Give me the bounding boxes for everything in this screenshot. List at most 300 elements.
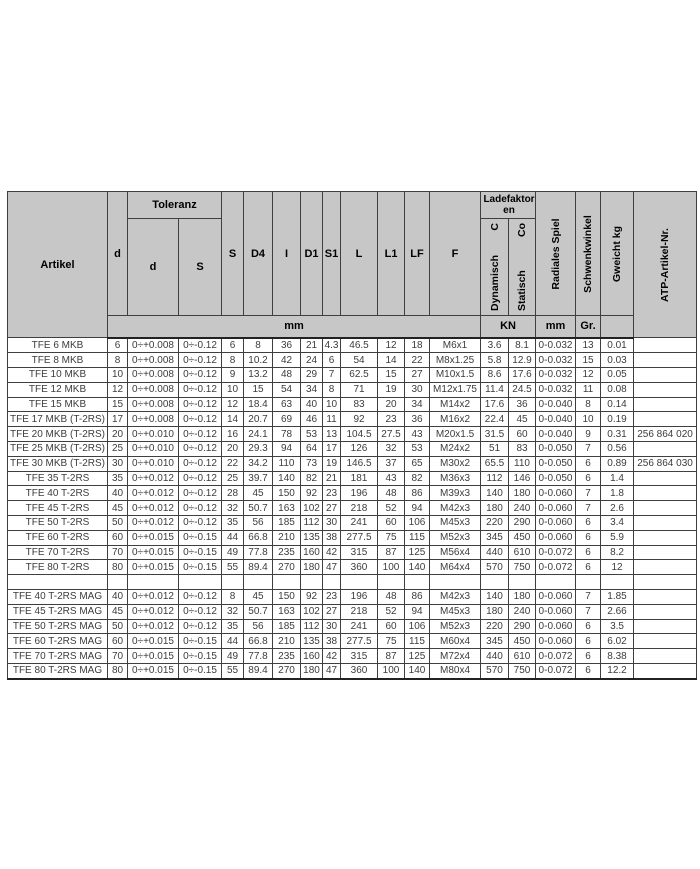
cell-radiales_spiel: 0-0.050: [536, 442, 576, 457]
cell-dyn_c: 5.8: [481, 353, 509, 368]
cell-s: 25: [222, 471, 244, 486]
cell-dyn_c: [481, 575, 509, 590]
cell-d1: 160: [301, 649, 323, 664]
cell-artikel: TFE 60 T-2RS: [8, 530, 108, 545]
cell-l: 277.5: [341, 634, 378, 649]
cell-radiales_spiel: 0-0.040: [536, 397, 576, 412]
cell-d4: 18.4: [244, 397, 273, 412]
cell-gewicht_kg: 2.66: [601, 604, 634, 619]
cell-l1: 100: [378, 664, 405, 679]
cell-radiales_spiel: 0-0.060: [536, 634, 576, 649]
spacer-row: [8, 575, 697, 590]
cell-gewicht_kg: 3.5: [601, 619, 634, 634]
cell-gewicht_kg: 8.38: [601, 649, 634, 664]
cell-stat_co: 83: [509, 442, 536, 457]
unit-mm-spiel: mm: [536, 316, 576, 338]
cell-lf: 82: [405, 471, 430, 486]
cell-tol_s: 0÷-0.12: [179, 501, 222, 516]
cell-s: 49: [222, 649, 244, 664]
cell-l1: 12: [378, 338, 405, 353]
cell-s: 44: [222, 530, 244, 545]
cell-d1: 102: [301, 604, 323, 619]
cell-tol_s: 0÷-0.12: [179, 471, 222, 486]
cell-s1: [323, 575, 341, 590]
cell-dyn_c: 51: [481, 442, 509, 457]
table-row: [8, 353, 697, 368]
cell-tol_s: 0÷-0.15: [179, 560, 222, 575]
cell-d4: 45: [244, 486, 273, 501]
cell-s1: 7: [323, 368, 341, 383]
gewicht-label: Gweicht kg: [611, 225, 624, 282]
cell-d4: 56: [244, 516, 273, 531]
cell-schwenkwinkel: 7: [576, 486, 601, 501]
col-group-toleranz: Toleranz: [128, 192, 222, 219]
cell-atp_nr: [634, 649, 697, 664]
cell-radiales_spiel: 0-0.072: [536, 560, 576, 575]
cell-s1: 21: [323, 471, 341, 486]
table-row: [8, 338, 697, 353]
col-header-f: F: [430, 192, 481, 316]
col-header-d4: D4: [244, 192, 273, 316]
cell-d4: 15: [244, 382, 273, 397]
cell-l1: 60: [378, 619, 405, 634]
cell-lf: 140: [405, 664, 430, 679]
table-row: [8, 619, 697, 634]
cell-tol_s: 0÷-0.12: [179, 604, 222, 619]
cell-tol_d: 0÷+0.015: [128, 649, 179, 664]
cell-dyn_c: 180: [481, 604, 509, 619]
cell-s1: 27: [323, 604, 341, 619]
cell-s: 22: [222, 456, 244, 471]
cell-schwenkwinkel: 9: [576, 427, 601, 442]
cell-artikel: TFE 15 MKB: [8, 397, 108, 412]
cell-lf: 86: [405, 486, 430, 501]
cell-artikel: TFE 12 MKB: [8, 382, 108, 397]
cell-atp_nr: [634, 575, 697, 590]
cell-radiales_spiel: 0-0.032: [536, 353, 576, 368]
cell-s: 28: [222, 486, 244, 501]
cell-gewicht_kg: 0.56: [601, 442, 634, 457]
cell-s1: 27: [323, 501, 341, 516]
cell-artikel: TFE 70 T-2RS: [8, 545, 108, 560]
cell-schwenkwinkel: 6: [576, 560, 601, 575]
cell-stat_co: 36: [509, 397, 536, 412]
cell-f: M36x3: [430, 471, 481, 486]
cell-i: 36: [273, 338, 301, 353]
col-header-s: S: [222, 192, 244, 316]
cell-schwenkwinkel: 7: [576, 590, 601, 605]
cell-d: 35: [108, 471, 128, 486]
cell-s1: 23: [323, 486, 341, 501]
cell-stat_co: 290: [509, 516, 536, 531]
cell-d: 50: [108, 619, 128, 634]
cell-i: 48: [273, 368, 301, 383]
cell-i: 42: [273, 353, 301, 368]
cell-d: 60: [108, 530, 128, 545]
cell-atp_nr: [634, 664, 697, 679]
cell-dyn_c: 3.6: [481, 338, 509, 353]
cell-l: 241: [341, 619, 378, 634]
unit-gr: Gr.: [576, 316, 601, 338]
table-row: [8, 664, 697, 679]
cell-atp_nr: 256 864 020: [634, 427, 697, 442]
table-row: [8, 560, 697, 575]
cell-dyn_c: 440: [481, 649, 509, 664]
cell-l1: 15: [378, 368, 405, 383]
cell-s: 55: [222, 560, 244, 575]
cell-i: 63: [273, 397, 301, 412]
cell-dyn_c: 31.5: [481, 427, 509, 442]
cell-tol_d: 0÷+0.008: [128, 338, 179, 353]
cell-tol_s: 0÷-0.12: [179, 456, 222, 471]
cell-stat_co: 450: [509, 530, 536, 545]
cell-atp_nr: [634, 545, 697, 560]
cell-i: 163: [273, 604, 301, 619]
cell-artikel: TFE 25 MKB (T-2RS): [8, 442, 108, 457]
cell-tol_s: 0÷-0.15: [179, 649, 222, 664]
cell-s: 9: [222, 368, 244, 383]
cell-gewicht_kg: 0.03: [601, 353, 634, 368]
cell-d1: 34: [301, 382, 323, 397]
table-row: [8, 397, 697, 412]
cell-dyn_c: 180: [481, 501, 509, 516]
cell-tol_d: 0÷+0.010: [128, 427, 179, 442]
cell-s: 32: [222, 604, 244, 619]
cell-radiales_spiel: [536, 575, 576, 590]
cell-d: 20: [108, 427, 128, 442]
cell-artikel: TFE 45 T-2RS MAG: [8, 604, 108, 619]
cell-artikel: TFE 80 T-2RS: [8, 560, 108, 575]
cell-gewicht_kg: 0.14: [601, 397, 634, 412]
header-row-1: [8, 192, 697, 219]
cell-l: 196: [341, 590, 378, 605]
cell-d4: [244, 575, 273, 590]
cell-radiales_spiel: 0-0.050: [536, 456, 576, 471]
cell-s: [222, 575, 244, 590]
cell-artikel: TFE 30 MKB (T-2RS): [8, 456, 108, 471]
ladefaktoren-label: Ladefaktoren: [483, 194, 535, 216]
cell-d: 8: [108, 353, 128, 368]
cell-atp_nr: [634, 634, 697, 649]
cell-l1: 20: [378, 397, 405, 412]
atp-artikel-nr-label: ATP-Artikel-Nr.: [659, 227, 672, 302]
table-row: [8, 368, 697, 383]
cell-i: 235: [273, 545, 301, 560]
cell-s1: 42: [323, 649, 341, 664]
cell-artikel: TFE 50 T-2RS: [8, 516, 108, 531]
cell-f: M14x2: [430, 397, 481, 412]
bearing-spec-table: [7, 191, 697, 680]
cell-d1: 112: [301, 619, 323, 634]
cell-l1: 100: [378, 560, 405, 575]
col-header-atp-artikel-nr: [634, 192, 697, 338]
cell-tol_d: 0÷+0.015: [128, 530, 179, 545]
cell-l: 181: [341, 471, 378, 486]
cell-tol_d: 0÷+0.008: [128, 353, 179, 368]
cell-d: 25: [108, 442, 128, 457]
cell-lf: 22: [405, 353, 430, 368]
cell-i: [273, 575, 301, 590]
cell-f: M80x4: [430, 664, 481, 679]
col-header-d: d: [108, 192, 128, 316]
cell-s1: 13: [323, 427, 341, 442]
cell-l: 277.5: [341, 530, 378, 545]
cell-l1: 52: [378, 501, 405, 516]
table-row: [8, 382, 697, 397]
cell-l1: 48: [378, 486, 405, 501]
cell-stat_co: 610: [509, 545, 536, 560]
col-header-artikel: Artikel: [8, 192, 108, 338]
cell-atp_nr: [634, 412, 697, 427]
cell-l: 104.5: [341, 427, 378, 442]
table-row: [8, 471, 697, 486]
cell-f: M16x2: [430, 412, 481, 427]
cell-gewicht_kg: 0.05: [601, 368, 634, 383]
cell-stat_co: 240: [509, 604, 536, 619]
cell-d4: 13.2: [244, 368, 273, 383]
cell-l: 92: [341, 412, 378, 427]
cell-schwenkwinkel: [576, 575, 601, 590]
cell-d: 10: [108, 368, 128, 383]
cell-radiales_spiel: 0-0.050: [536, 471, 576, 486]
cell-artikel: TFE 45 T-2RS: [8, 501, 108, 516]
cell-lf: 27: [405, 368, 430, 383]
cell-atp_nr: [634, 382, 697, 397]
cell-gewicht_kg: 2.6: [601, 501, 634, 516]
cell-d4: 77.8: [244, 545, 273, 560]
cell-l1: 23: [378, 412, 405, 427]
cell-tol_s: 0÷-0.12: [179, 619, 222, 634]
cell-d: 60: [108, 634, 128, 649]
cell-stat_co: [509, 575, 536, 590]
cell-atp_nr: [634, 604, 697, 619]
cell-schwenkwinkel: 7: [576, 442, 601, 457]
cell-s: 32: [222, 501, 244, 516]
cell-schwenkwinkel: 8: [576, 397, 601, 412]
cell-d4: 24.1: [244, 427, 273, 442]
cell-tol_d: 0÷+0.008: [128, 412, 179, 427]
cell-tol_s: 0÷-0.15: [179, 664, 222, 679]
cell-stat_co: 146: [509, 471, 536, 486]
cell-f: M60x4: [430, 634, 481, 649]
cell-f: M20x1.5: [430, 427, 481, 442]
cell-dyn_c: 140: [481, 486, 509, 501]
cell-l: 315: [341, 545, 378, 560]
cell-tol_d: 0÷+0.010: [128, 456, 179, 471]
cell-schwenkwinkel: 6: [576, 649, 601, 664]
unit-mm: mm: [108, 316, 481, 338]
cell-stat_co: 750: [509, 560, 536, 575]
table-row: [8, 545, 697, 560]
cell-d: 50: [108, 516, 128, 531]
cell-dyn_c: 220: [481, 619, 509, 634]
cell-s1: 38: [323, 634, 341, 649]
cell-i: 150: [273, 486, 301, 501]
table-row: [8, 442, 697, 457]
cell-d: 40: [108, 590, 128, 605]
cell-dyn_c: 8.6: [481, 368, 509, 383]
cell-gewicht_kg: [601, 575, 634, 590]
cell-tol_s: 0÷-0.12: [179, 590, 222, 605]
cell-tol_s: 0÷-0.12: [179, 412, 222, 427]
cell-atp_nr: [634, 368, 697, 383]
cell-f: M52x3: [430, 619, 481, 634]
cell-l: 360: [341, 560, 378, 575]
cell-i: 163: [273, 501, 301, 516]
cell-f: M8x1.25: [430, 353, 481, 368]
statisch-label: Statisch: [516, 270, 529, 311]
cell-radiales_spiel: 0-0.072: [536, 664, 576, 679]
cell-lf: 65: [405, 456, 430, 471]
cell-tol_s: 0÷-0.12: [179, 368, 222, 383]
cell-dyn_c: 570: [481, 560, 509, 575]
cell-stat_co: 240: [509, 501, 536, 516]
cell-l: 54: [341, 353, 378, 368]
cell-artikel: TFE 40 T-2RS MAG: [8, 590, 108, 605]
cell-l1: 27.5: [378, 427, 405, 442]
cell-l1: 32: [378, 442, 405, 457]
cell-i: 150: [273, 590, 301, 605]
cell-s1: 4.3: [323, 338, 341, 353]
cell-d: 17: [108, 412, 128, 427]
cell-d1: 160: [301, 545, 323, 560]
cell-tol_d: 0÷+0.015: [128, 664, 179, 679]
cell-tol_d: 0÷+0.008: [128, 368, 179, 383]
cell-stat_co: 750: [509, 664, 536, 679]
col-header-dynamisch-c: [481, 219, 509, 316]
cell-radiales_spiel: 0-0.060: [536, 530, 576, 545]
cell-l: 218: [341, 604, 378, 619]
cell-dyn_c: 345: [481, 634, 509, 649]
cell-tol_d: 0÷+0.012: [128, 501, 179, 516]
cell-d1: 29: [301, 368, 323, 383]
cell-gewicht_kg: 0.19: [601, 412, 634, 427]
cell-radiales_spiel: 0-0.072: [536, 649, 576, 664]
cell-schwenkwinkel: 6: [576, 471, 601, 486]
cell-d1: [301, 575, 323, 590]
table-row: [8, 501, 697, 516]
cell-stat_co: 60: [509, 427, 536, 442]
cell-s: 8: [222, 353, 244, 368]
cell-l: 71: [341, 382, 378, 397]
cell-radiales_spiel: 0-0.040: [536, 427, 576, 442]
col-header-s1: S1: [323, 192, 341, 316]
cell-tol_s: 0÷-0.15: [179, 530, 222, 545]
cell-radiales_spiel: 0-0.032: [536, 368, 576, 383]
cell-tol_d: 0÷+0.010: [128, 442, 179, 457]
cell-l: [341, 575, 378, 590]
cell-l1: 52: [378, 604, 405, 619]
cell-dyn_c: 65.5: [481, 456, 509, 471]
cell-d1: 112: [301, 516, 323, 531]
cell-atp_nr: [634, 338, 697, 353]
cell-i: 210: [273, 530, 301, 545]
cell-l1: 87: [378, 545, 405, 560]
cell-tol_d: 0÷+0.012: [128, 604, 179, 619]
cell-l1: [378, 575, 405, 590]
cell-s1: 8: [323, 382, 341, 397]
cell-atp_nr: [634, 471, 697, 486]
cell-lf: 86: [405, 590, 430, 605]
cell-schwenkwinkel: 6: [576, 516, 601, 531]
cell-l1: 43: [378, 471, 405, 486]
cell-d4: 29.3: [244, 442, 273, 457]
cell-artikel: [8, 575, 108, 590]
cell-lf: 115: [405, 530, 430, 545]
cell-dyn_c: 140: [481, 590, 509, 605]
cell-s: 10: [222, 382, 244, 397]
cell-atp_nr: [634, 486, 697, 501]
cell-gewicht_kg: 3.4: [601, 516, 634, 531]
cell-artikel: TFE 6 MKB: [8, 338, 108, 353]
cell-tol_d: 0÷+0.015: [128, 560, 179, 575]
cell-tol_s: 0÷-0.12: [179, 442, 222, 457]
cell-d1: 46: [301, 412, 323, 427]
cell-gewicht_kg: 1.85: [601, 590, 634, 605]
col-header-l: L: [341, 192, 378, 316]
cell-d4: 20.7: [244, 412, 273, 427]
cell-atp_nr: [634, 397, 697, 412]
cell-atp_nr: [634, 501, 697, 516]
cell-schwenkwinkel: 6: [576, 619, 601, 634]
cell-dyn_c: 220: [481, 516, 509, 531]
cell-stat_co: 450: [509, 634, 536, 649]
cell-atp_nr: [634, 353, 697, 368]
cell-schwenkwinkel: 6: [576, 545, 601, 560]
cell-d1: 40: [301, 397, 323, 412]
cell-i: 69: [273, 412, 301, 427]
cell-s1: 11: [323, 412, 341, 427]
cell-s: 55: [222, 664, 244, 679]
cell-artikel: TFE 20 MKB (T-2RS): [8, 427, 108, 442]
cell-tol_s: 0÷-0.12: [179, 427, 222, 442]
cell-f: M52x3: [430, 530, 481, 545]
cell-artikel: TFE 17 MKB (T-2RS): [8, 412, 108, 427]
cell-l1: 87: [378, 649, 405, 664]
cell-d: 70: [108, 649, 128, 664]
cell-radiales_spiel: 0-0.072: [536, 545, 576, 560]
cell-s: 16: [222, 427, 244, 442]
cell-tol_d: [128, 575, 179, 590]
cell-tol_d: 0÷+0.015: [128, 545, 179, 560]
cell-d4: 56: [244, 619, 273, 634]
cell-radiales_spiel: 0-0.032: [536, 338, 576, 353]
col-header-toleranz-d: d: [128, 219, 179, 316]
cell-schwenkwinkel: 11: [576, 382, 601, 397]
cell-radiales_spiel: 0-0.060: [536, 516, 576, 531]
cell-dyn_c: 440: [481, 545, 509, 560]
cell-d: [108, 575, 128, 590]
cell-atp_nr: [634, 619, 697, 634]
cell-gewicht_kg: 1.8: [601, 486, 634, 501]
cell-gewicht_kg: 12.2: [601, 664, 634, 679]
cell-radiales_spiel: 0-0.060: [536, 619, 576, 634]
cell-tol_d: 0÷+0.012: [128, 486, 179, 501]
cell-d4: 66.8: [244, 634, 273, 649]
cell-d4: 34.2: [244, 456, 273, 471]
cell-tol_d: 0÷+0.008: [128, 382, 179, 397]
table-row: [8, 412, 697, 427]
cell-dyn_c: 345: [481, 530, 509, 545]
cell-artikel: TFE 35 T-2RS: [8, 471, 108, 486]
cell-d1: 53: [301, 427, 323, 442]
cell-i: 185: [273, 516, 301, 531]
cell-d1: 135: [301, 634, 323, 649]
col-header-d1: D1: [301, 192, 323, 316]
cell-f: M42x3: [430, 590, 481, 605]
cell-l: 126: [341, 442, 378, 457]
cell-d4: 77.8: [244, 649, 273, 664]
